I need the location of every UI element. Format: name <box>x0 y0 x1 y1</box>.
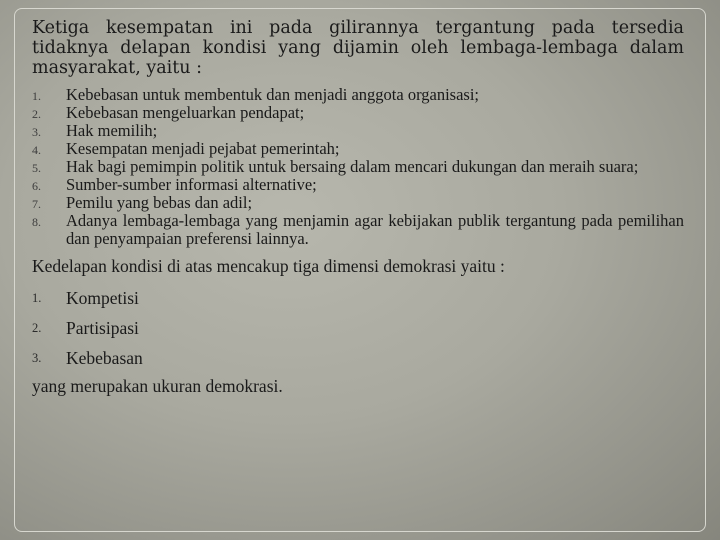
list-number: 2. <box>32 321 42 335</box>
slide-content <box>32 18 684 399</box>
list-item-text: Sumber-sumber informasi alternative; <box>66 175 317 194</box>
list-number: 8. <box>32 215 41 229</box>
list-number: 1. <box>32 89 41 103</box>
list-item <box>32 104 684 122</box>
closing-line: yang merupakan ukuran demokrasi. <box>32 376 283 396</box>
summary-paragraph: Kedelapan kondisi di atas mencakup tiga dimensi demokrasi yaitu : <box>32 256 505 276</box>
list-item <box>32 122 684 140</box>
list-item-text: Hak bagi pemimpin politik untuk bersaing dalam mencari dukungan dan meraih suara; <box>66 157 639 176</box>
dimensions-list <box>32 283 684 373</box>
conditions-list <box>32 86 684 248</box>
list-number: 1. <box>32 291 42 305</box>
list-item-text: Kompetisi <box>66 288 139 308</box>
list-number: 3. <box>32 125 41 139</box>
list-item <box>32 212 684 248</box>
list-number: 3. <box>32 351 42 365</box>
list-item <box>32 140 684 158</box>
list-number: 4. <box>32 143 41 157</box>
list-item-text: Hak memilih; <box>66 121 158 140</box>
list-item <box>32 283 684 313</box>
list-number: 2. <box>32 107 41 121</box>
list-item-text: Kebebasan mengeluarkan pendapat; <box>66 103 305 122</box>
list-item <box>32 86 684 104</box>
list-item-text: Pemilu yang bebas dan adil; <box>66 193 253 212</box>
list-item <box>32 313 684 343</box>
intro-paragraph: Ketiga kesempatan ini pada gilirannya tergantung pada tersedia tidaknya delapan kondisi yang dijamin oleh lembaga-lembaga dalam masyarakat, yaitu : <box>32 18 684 78</box>
list-item-text: Kesempatan menjadi pejabat pemerintah; <box>66 139 340 158</box>
list-number: 5. <box>32 161 41 175</box>
list-number: 7. <box>32 197 41 211</box>
list-number: 6. <box>32 179 41 193</box>
list-item <box>32 158 684 176</box>
list-item-text: Kebebasan untuk membentuk dan menjadi anggota organisasi; <box>66 85 480 104</box>
list-item <box>32 176 684 194</box>
list-item <box>32 343 684 373</box>
list-item-text: Kebebasan <box>66 348 143 368</box>
list-item <box>32 194 684 212</box>
list-item-text: Adanya lembaga-lembaga yang menjamin agar kebijakan publik tergantung pada pemilihan dan penyampaian preferensi lainnya. <box>66 211 684 248</box>
list-item-text: Partisipasi <box>66 318 139 338</box>
